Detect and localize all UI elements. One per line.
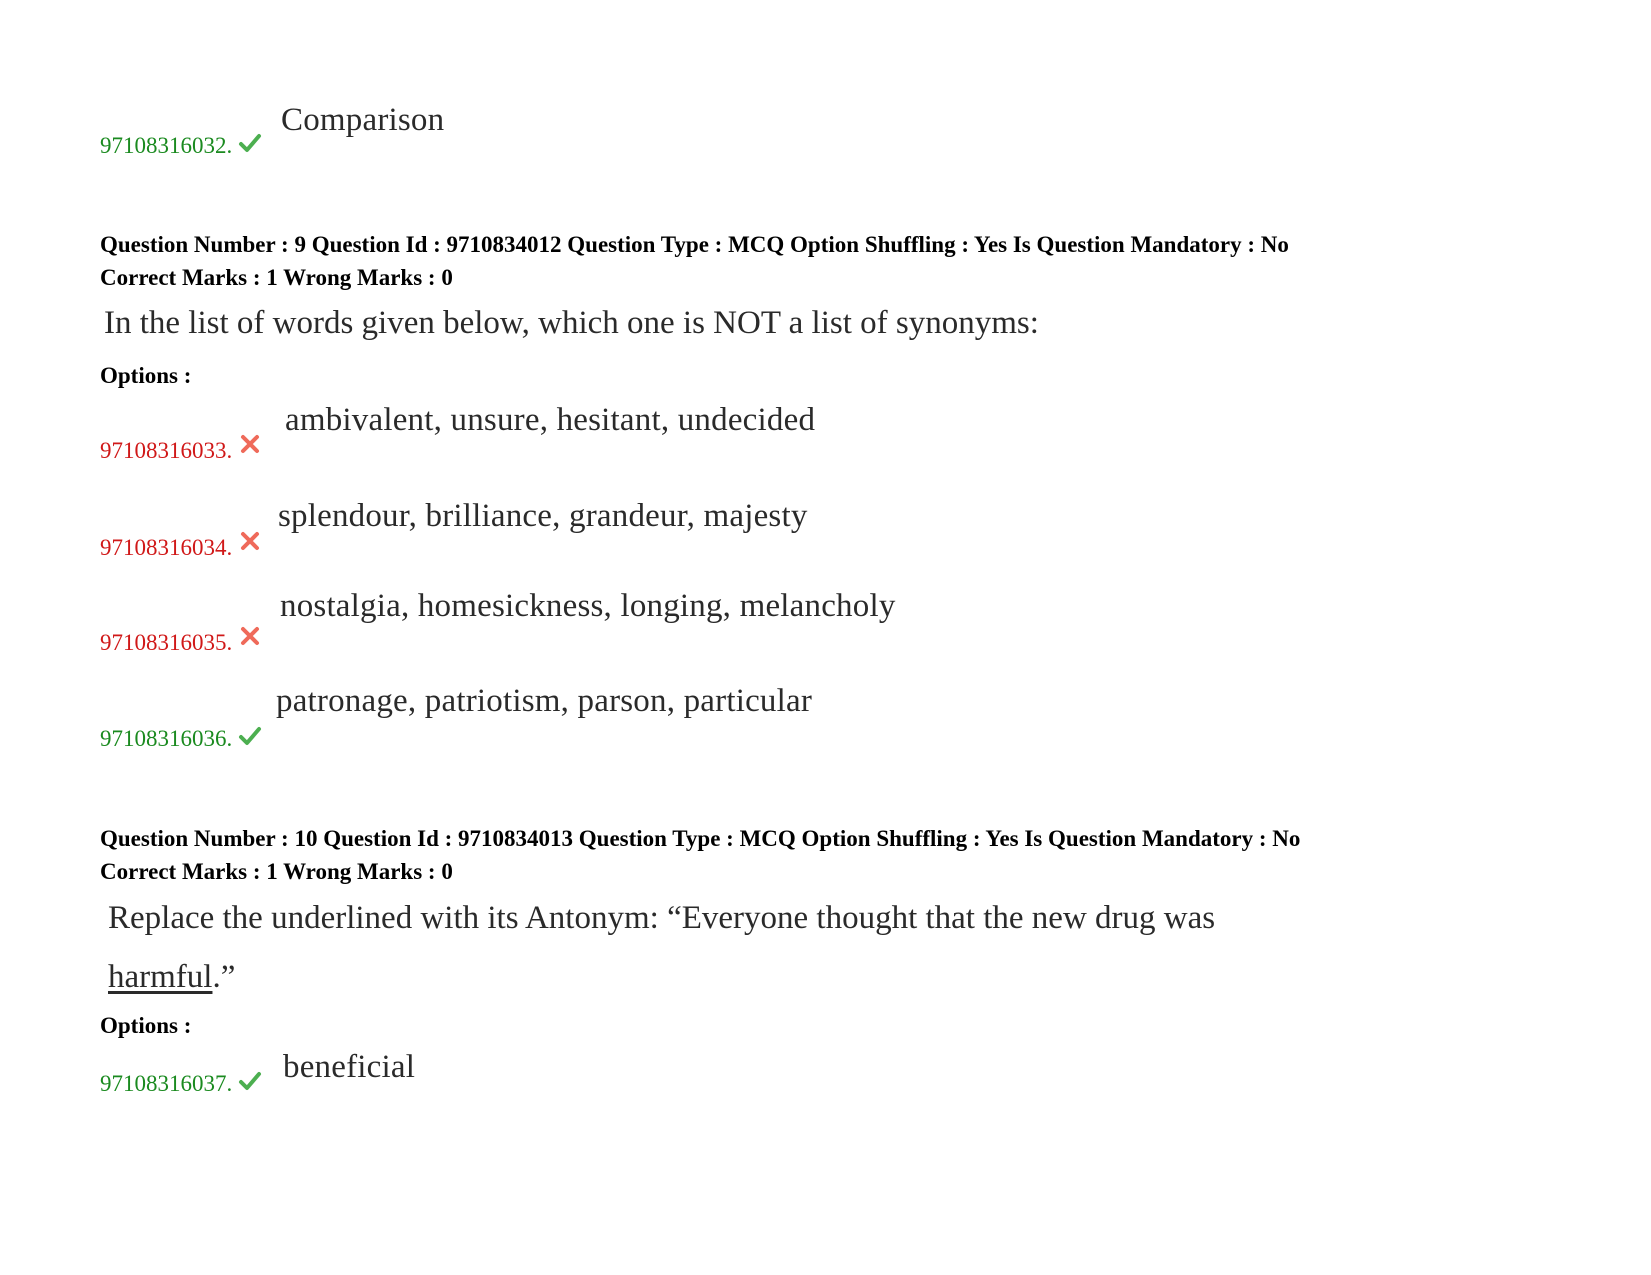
question-meta: Question Number : 10 Question Id : 9710834013 Question Type : MCQ Option Shuffling : Yes Is Question Mandatory : No [100, 826, 1301, 851]
question-text: In the list of words given below, which one is NOT a list of synonyms: [104, 305, 1039, 341]
option-id [100, 432, 262, 464]
check-icon [238, 1069, 262, 1093]
option-id-label: 97108316035. [100, 630, 233, 655]
check-icon [238, 131, 262, 155]
option-id-label: 97108316036. [100, 726, 233, 751]
cross-icon [238, 529, 262, 553]
option-id [100, 724, 262, 752]
option-text: nostalgia, homesickness, longing, melancholy [280, 588, 896, 624]
option-id [100, 624, 262, 656]
option-text: Comparison [281, 102, 445, 138]
question-text-line2 [108, 959, 235, 996]
question-marks: Correct Marks : 1 Wrong Marks : 0 [100, 859, 453, 884]
question-marks: Correct Marks : 1 Wrong Marks : 0 [100, 265, 453, 290]
option-id [100, 1069, 262, 1097]
cross-icon [238, 624, 262, 648]
underlined-word: harmful [108, 959, 213, 995]
options-label: Options : [100, 1013, 192, 1038]
option-id-label: 97108316037. [100, 1071, 233, 1096]
check-icon [238, 724, 262, 748]
option-text: splendour, brilliance, grandeur, majesty [278, 498, 808, 534]
option-text: patronage, patriotism, parson, particular [276, 683, 813, 719]
cross-icon [238, 432, 262, 456]
option-id-label: 97108316032. [100, 133, 233, 158]
options-label: Options : [100, 363, 192, 388]
option-id-label: 97108316033. [100, 438, 233, 463]
question-meta: Question Number : 9 Question Id : 9710834012 Question Type : MCQ Option Shuffling : Yes Is Question Mandatory : No [100, 232, 1289, 257]
option-id [100, 529, 262, 561]
option-id [100, 131, 262, 159]
question-text: Replace the underlined with its Antonym: “Everyone thought that the new drug was [108, 900, 1216, 936]
option-text: beneficial [283, 1049, 416, 1085]
question-tail: .” [212, 959, 236, 995]
option-text: ambivalent, unsure, hesitant, undecided [285, 402, 816, 438]
option-id-label: 97108316034. [100, 535, 233, 560]
